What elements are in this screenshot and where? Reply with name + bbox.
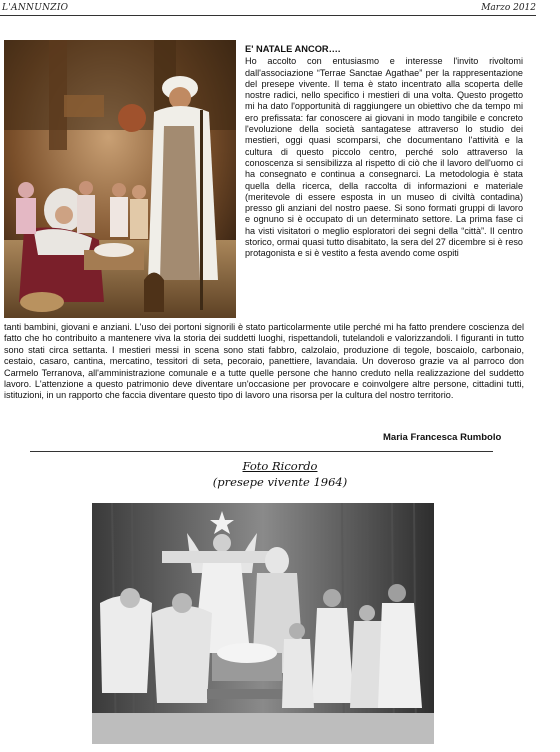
issue-date: Marzo 2012 [481,3,536,13]
article-body-right: Ho accolto con entusiasmo e interesse l'invito rivoltomi dall'associazione “Terrae Sanctae Agathae” per la rappresentazione del presepe vivente. Il tema è stato incentrato alla scoperta delle nostre radici, nello specifico i mestieri di una volta. Questo progetto mi ha dato l'opportunità di raggiungere un obiettivo che da tempo mi ero prefissata: far conoscere ai giovani in modo tangibile e concreto l'evoluzione della società santagatese attraverso lo studio dei mestieri, oggi quasi scomparsi, che documentano l'attività e la cultura di questo piccolo centro, perché solo attraverso la conoscenza si sensibilizza al rispetto di ciò che il lavoro dell'uomo ci ha consegnato e continua a consegnarci. La metodologia è stata quella della ricerca, della raccolta di informazioni e materiale (meritevole di essere esposta in un museo di civiltà contadina) presso gli anziani del nostro paese. Si sono formati gruppi di lavoro e ognuno si è occupato di un determinato settore. La prima fase ci ha visti visitatori o meglio esploratori dei segni della “città”. Il centro storico, ormai quasi tutto disabitato, la sera del 27 dicembre si è reso protagonista e si è vestito a festa avendo come ospiti [245,56,523,259]
article-body-full: tanti bambini, giovani e anziani. L'uso dei portoni signorili è stato particolarmente utile perché mi ha fatto prendere coscienza del fatto che ho contribuito a mantenere viva la storia dei suddetti luoghi, rispettandoli, tutelandoli e valorizzandoli. I figuranti in tutto sono stati circa settanta. I mestieri messi in scena sono stati fabbro, calzolaio, produzione di tegole, boscaiolo, carbonaio, cestaio, casaro, cantina, mercatino, tessitori di seta, pecoraio, panettiere, lavandaia. Un doveroso grazie va al parroco don Carmelo Terranova, all'amministrazione comunale e a tutte quelle persone che hanno creduto nella realizzazione del suddetto lavoro. L'attenzione a questo patrimonio deve diventare un'occasione per provocare e coinvolgere altre persone, cittadini tutti, istituzioni, in un rapporto che faccia diventare questo tipo di lavoro una risorsa per la cultura del nostro territorio. [4,322,524,401]
nativity-1964-photo [92,503,434,744]
photo-caption-title: Foto Ricordo [242,459,318,473]
article-author: Maria Francesca Rumbolo [383,432,502,443]
header-rule [0,15,536,16]
article-continuation [4,322,524,402]
nativity-color-photo [4,40,236,318]
article-title: E' NATALE ANCOR…. [245,44,341,54]
section-divider [30,451,493,452]
magazine-title: L'ANNUNZIO [2,3,69,13]
article-column [245,44,523,260]
page-header [0,0,560,18]
photo-caption-subtitle: (presepe vivente 1964) [212,475,348,489]
